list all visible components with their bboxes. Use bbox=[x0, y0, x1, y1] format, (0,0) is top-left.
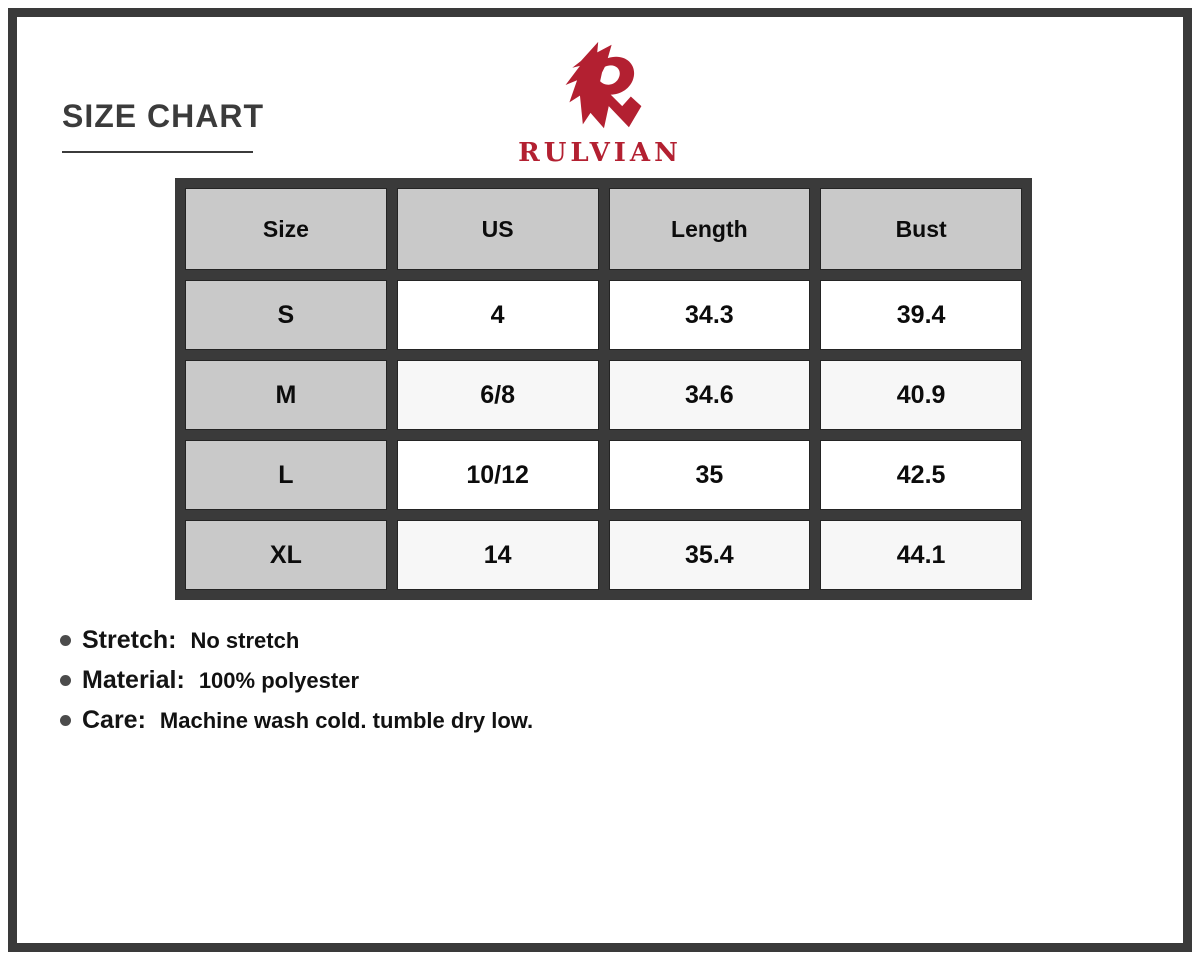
length-value-cell: 35.4 bbox=[609, 520, 811, 590]
note-label: Material: bbox=[82, 666, 185, 694]
size-label-cell: XL bbox=[185, 520, 387, 590]
length-value-cell: 35 bbox=[609, 440, 811, 510]
title-underline bbox=[62, 151, 253, 153]
notes-list bbox=[60, 626, 533, 735]
brand-name: RULVIAN bbox=[518, 138, 682, 168]
length-value-cell: 34.3 bbox=[609, 280, 811, 350]
bust-value-cell: 42.5 bbox=[820, 440, 1022, 510]
bullet-icon bbox=[60, 715, 71, 726]
note-item-material bbox=[60, 666, 533, 695]
note-value: 100% polyester bbox=[198, 667, 360, 693]
us-value-cell: 4 bbox=[397, 280, 599, 350]
column-header-size: Size bbox=[185, 188, 387, 270]
note-value: Machine wash cold. tumble dry low. bbox=[159, 707, 534, 733]
length-value-cell: 34.6 bbox=[609, 360, 811, 430]
note-item-stretch bbox=[60, 626, 533, 655]
r-monogram-icon bbox=[552, 36, 648, 136]
brand-logo bbox=[518, 36, 682, 168]
bust-value-cell: 44.1 bbox=[820, 520, 1022, 590]
note-label: Stretch: bbox=[82, 626, 177, 654]
note-value: No stretch bbox=[190, 627, 300, 653]
size-chart-table bbox=[175, 178, 1032, 600]
us-value-cell: 14 bbox=[397, 520, 599, 590]
column-header-bust: Bust bbox=[820, 188, 1022, 270]
us-value-cell: 6/8 bbox=[397, 360, 599, 430]
size-label-cell: L bbox=[185, 440, 387, 510]
size-label-cell: M bbox=[185, 360, 387, 430]
column-header-length: Length bbox=[609, 188, 811, 270]
bullet-icon bbox=[60, 635, 71, 646]
us-value-cell: 10/12 bbox=[397, 440, 599, 510]
note-label: Care: bbox=[82, 706, 146, 734]
bust-value-cell: 40.9 bbox=[820, 360, 1022, 430]
column-header-us: US bbox=[397, 188, 599, 270]
bullet-icon bbox=[60, 675, 71, 686]
note-item-care bbox=[60, 706, 533, 735]
size-label-cell: S bbox=[185, 280, 387, 350]
bust-value-cell: 39.4 bbox=[820, 280, 1022, 350]
page-title: SIZE CHART bbox=[62, 98, 264, 134]
